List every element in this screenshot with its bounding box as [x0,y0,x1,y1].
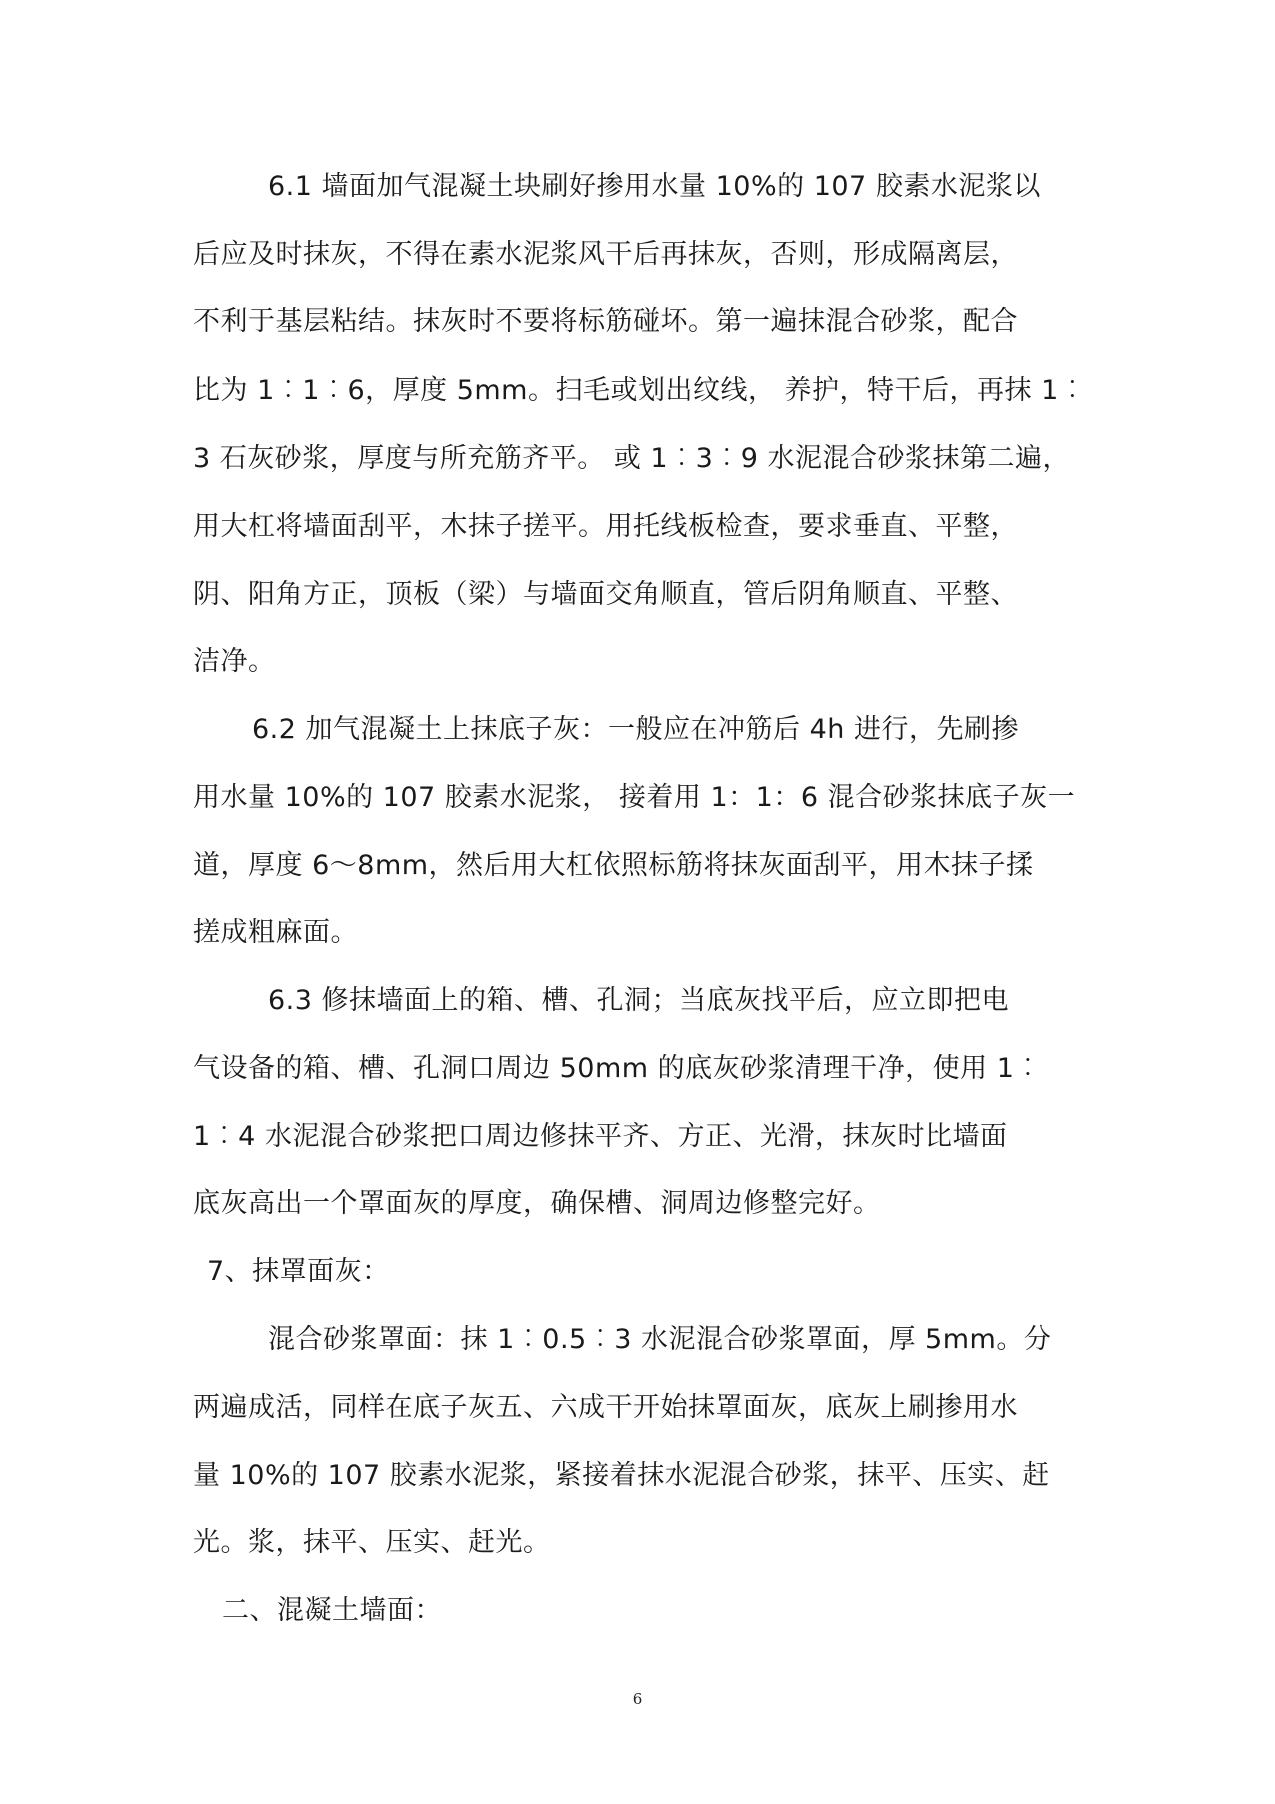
text-line: 道，厚度 6～8mm，然后用大杠依照标筋将抹灰面刮平，用木抹子揉 [193,850,1034,881]
text-line: 底灰高出一个罩面灰的厚度，确保槽、洞周边修整完好。 [193,1188,881,1219]
text-line: 6.1 墙面加气混凝土块刷好掺用水量 10%的 107 胶素水泥浆以 [268,171,1041,202]
text-line: 后应及时抹灰，不得在素水泥浆风干后再抹灰，否则，形成隔离层， [193,239,1018,270]
text-line: 比为 1︰1︰6，厚度 5mm。扫毛或划出纹线， 养护，特干后，再抹 1︰ [193,375,1087,406]
text-line: 量 10%的 107 胶素水泥浆，紧接着抹水泥混合砂浆，抹平、压实、赶 [193,1460,1050,1491]
text-line: 阴、阳角方正，顶板（梁）与墙面交角顺直，管后阴角顺直、平整、 [193,579,1018,610]
text-line: 1︰4 水泥混合砂浆把口周边修抹平齐、方正、光滑，抹灰时比墙面 [193,1121,1008,1152]
text-line: 6.3 修抹墙面上的箱、槽、孔洞；当底灰找平后，应立即把电 [268,985,1010,1016]
text-line: 用大杠将墙面刮平，木抹子搓平。用托线板检查，要求垂直、平整， [193,511,1018,542]
text-line: 用水量 10%的 107 胶素水泥浆， 接着用 1：1：6 混合砂浆抹底子灰一 [193,782,1076,813]
text-line: 混合砂浆罩面：抹 1︰0.5︰3 水泥混合砂浆罩面，厚 5mm。分 [268,1324,1052,1355]
text-line: 两遍成活，同样在底子灰五、六成干开始抹罩面灰，底灰上刷掺用水 [193,1392,1018,1423]
section-heading: 7、抹罩面灰： [207,1256,390,1287]
text-line: 光。浆，抹平、压实、赶光。 [193,1527,551,1558]
text-line: 气设备的箱、槽、孔洞口周边 50mm 的底灰砂浆清理干净，使用 1︰ [193,1053,1042,1084]
text-line: 不利于基层粘结。抹灰时不要将标筋碰坏。第一遍抹混合砂浆，配合 [193,306,1018,337]
text-line: 6.2 加气混凝土上抹底子灰：一般应在冲筋后 4h 进行，先刷掺 [252,714,1019,745]
text-line: 搓成粗麻面。 [193,917,358,948]
text-line: 洁净。 [193,646,276,677]
section-heading: 二、混凝土墙面： [222,1595,442,1626]
text-line: 3 石灰砂浆，厚度与所充筋齐平。 或 1︰3︰9 水泥混合砂浆抹第二遍， [193,443,1071,474]
page-number: 6 [632,1690,643,1708]
